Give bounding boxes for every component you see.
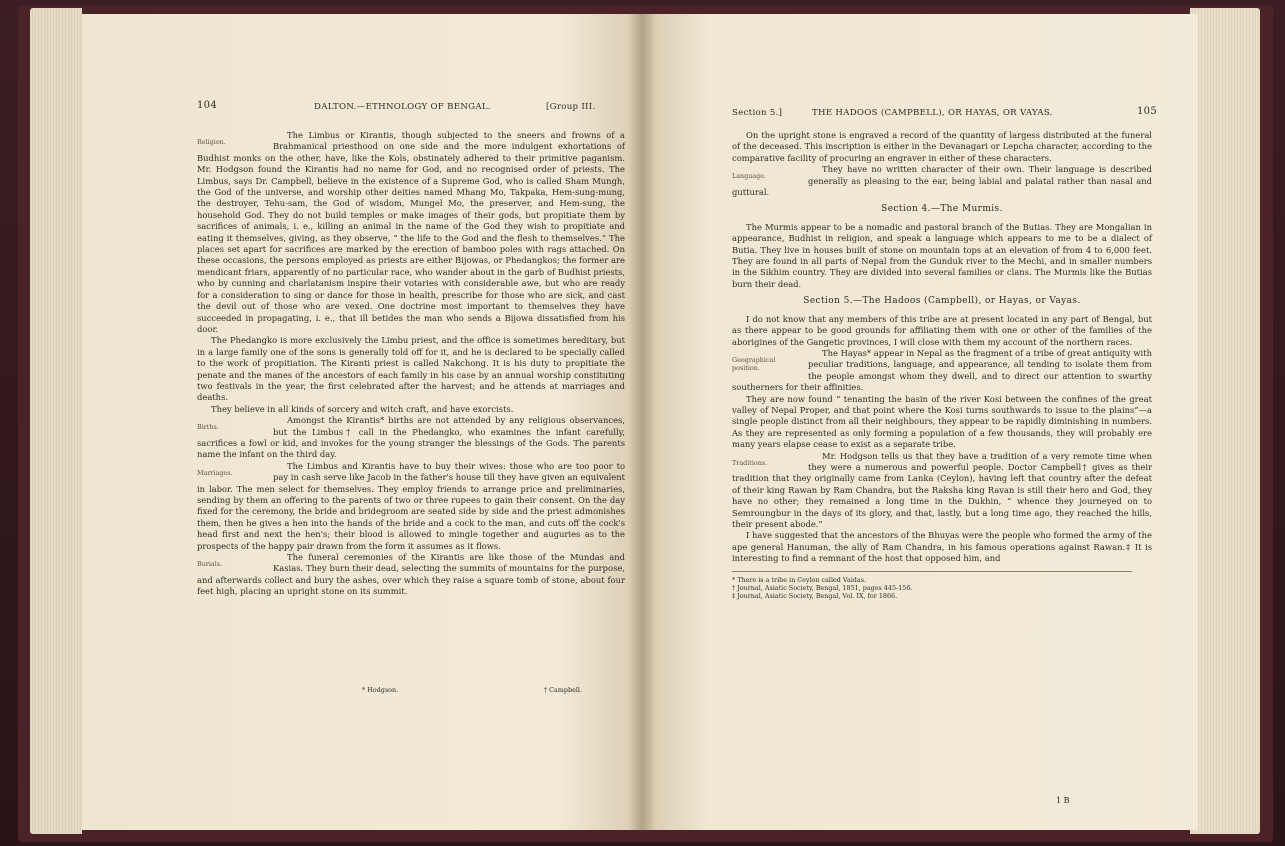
paragraph: Geographical position. The Hayas* appear in Nepal as the fragment of a tribe of great antiquity with peculiar traditions, language, and appearance, all tending to isolate them from the people amongst whom they dwell, and to direct our attention to swarthy southerners for their affinities. <box>732 347 1152 393</box>
right-page <box>642 14 1198 830</box>
signature-mark: 1 B <box>1056 796 1070 805</box>
sidenote: Language. <box>732 172 767 181</box>
section-heading: Section 5.—The Hadoos (Campbell), or Hayas, or Vayas. <box>803 296 1081 307</box>
left-body <box>197 130 625 598</box>
paragraph: Marriages. The Limbus and Kirantis have to buy their wives: those who are too poor to pay in cash serve like Jacob in the father's house till they have given an equivalent in labor. The men select for themselves. They employ friends to arrange price and preliminaries, sending by them an offering to the parents of two or three rupees to gain their consent. On the day fixed for the ceremony, the bride and bridegroom are seated side by side and the priest admonishes them, then he gives a hen into the hands of the bride and a cock to the man, and cuts off the cock's head first and next the hen's; their blood is allowed to mingle together and auguries as to the prospects of the happy pair drawn from the form it assumes as it flows. <box>197 460 625 551</box>
sidenote: Burials. <box>197 560 223 569</box>
paragraph: Language. They have no written character of their own. Their language is described generally as pleasing to the ear, being labial and palatal rather than nasal and guttural. <box>732 164 1152 198</box>
sidenote: Geographical position. <box>732 355 776 372</box>
left-page-number: 104 <box>197 100 217 111</box>
paragraph: They believe in all kinds of sorcery and witch craft, and have exorcists. <box>211 403 514 414</box>
paragraph: They are now found “ tenanting the basin of the river Kosi between the confines of the great valley of Nepal Proper, and that point where the Kosi turns southwards to issue to the plains”—a single people distinct from all their neighbours, they appear to be rapidly diminishing in numbers. As they are represented as only forming a population of a few thousands, they will probably ere many years elapse cease to exist as a separate tribe. <box>732 393 1152 450</box>
right-page-number: 105 <box>1137 106 1157 117</box>
paragraph: On the upright stone is engraved a record of the quantity of largess distributed at the funeral of the deceased. This inscription is either in the Devanagari or Lepcha character, according to the comparative facility of procuring an engraver in either of these characters. <box>732 130 1152 163</box>
left-running-head: DALTON.—ETHNOLOGY OF BENGAL. <box>314 102 491 112</box>
footnote: * Hodgson. <box>362 686 399 694</box>
footnote-rule <box>732 571 1132 572</box>
footnote: ‡ Journal, Asiatic Society, Bengal, Vol. IX, for 1866. <box>732 591 898 600</box>
left-group-label: [Group III. <box>546 102 596 112</box>
footnote: * There is a tribe in Ceylon called Vaidas. <box>732 575 867 584</box>
paragraph: I have suggested that the ancestors of the Bhuyas were the people who formed the army of the ape general Hanuman, the ally of Ram Chandra, in his famous operations against Rawan.‡ It is interesting to find a remnant of the host that opposed him, and <box>732 530 1152 564</box>
sidenote: Marriages. <box>197 468 233 477</box>
paragraph: Burials. The funeral ceremonies of the Kirantis are like those of the Mundas and Kasias. They burn their dead, selecting the summits of mountains for the purpose, and afterwards collect and bury the ashes, over which they raise a square tomb of stone, about four feet high, placing an upright stone on its summit. <box>197 552 625 597</box>
paragraph: Births. Amongst the Kirantis* births are not attended by any religious observances, but the Limbus† call in the Phedangko, who examines the infant carefully, sacrifices a fowl or kid, and invokes for the young stranger the blessings of the Gods. The parents name the infant on the third day. <box>197 415 625 460</box>
page-edges-right <box>1190 8 1260 834</box>
paragraph: The Murmis appear to be a nomadic and pastoral branch of the Butias. They are Mongalian in appearance, Budhist in religion, and speak a language which appears to me to be a dialect of Butia. They live in houses built of stone on mountain tops at an elevation of from 4 to 6,000 feet. They are found in all parts of Nepal from the Gunduk river to the Mechi, and in smaller numbers in the Sikhim country. They are divided into several families or clans. The Murmis like the Butias burn their dead. <box>732 221 1152 289</box>
right-body <box>732 130 1152 600</box>
paragraph: I do not know that any members of this tribe are at present located in any part of Bengal, but as there appear to be good grounds for affiliating them with one or other of the families of the aborigines of the Gangetic provinces, I will close with them my account of the northern races. <box>732 313 1152 347</box>
paragraph: Religion. The Limbus or Kirantis, though subjected to the sneers and frowns of a Brahmanical priesthood on one side and the more indulgent exhortations of Budhist monks on the other, have, like the Kols, obstinately adhered to their primitive paganism. Mr. Hodgson found the Kirantis had no name for God, and no recognised order of priests. The Limbus, says Dr. Campbell, believe in the existence of a Supreme God, who is called Sham Mungh, the God of the universe, and worship other deities named Mhang Mo, Takpaka, Hem-sung-mung, the destroyer, Tehu-sam, the God of wisdom, Mungel Mo, the preserver, and Hem-sung, the household God. They do not build temples or make images of their gods, but propitiate them by sacrifices of animals, i. e., killing an animal in the name of the God they wish to propitiate and eating it themselves, giving, as they observe, “ the life to the God and the flesh to themselves.” The places set apart for sacrifices are marked by the erection of bamboo poles with rags attached. On these occasions, the persons employed as priests are either Bijowas, or Phedangkos; the former are mendicant friars, apparently of no particular race, who wander about in the garb of Budhist priests, who by cunning and charlatanism inspire their votaries with considerable awe, but who are ready for a consideration to sing or dance for those in health, prescribe for those who are sick, and cast the devil out of those who are vexed. One doctrine most important to themselves they have succeeded in propagating, i. e., that ill betides the man who sends a Bijowa dissatisfied from his door. <box>197 130 625 334</box>
sidenote: Traditions. <box>732 458 768 467</box>
sidenote: Births. <box>197 423 219 432</box>
left-footnotes <box>362 686 582 694</box>
right-section-label: Section 5.] <box>732 108 783 118</box>
right-running-head: THE HADOOS (CAMPBELL), OR HAYAS, OR VAYAS. <box>812 108 1053 118</box>
section-heading: Section 4.—The Murmis. <box>881 204 1003 215</box>
footnote: † Campbell. <box>543 686 582 694</box>
left-page <box>82 14 642 830</box>
sidenote: Religion. <box>197 138 226 146</box>
book-gutter <box>628 14 656 830</box>
paragraph: The Phedangko is more exclusively the Limbu priest, and the office is sometimes hereditary, but in a large family one of the sons is generally told off for it, and he is declared to be specially called to the work of propitiation. The Kiranti priest is called Nakchong. It is his duty to propitiate the penate and the manes of the ancestors of each family in his case by an annual worship constituting two festivals in the year, the first celebrated after the harvest; and he attends at marriages and deaths. <box>197 335 625 403</box>
paragraph: Traditions. Mr. Hodgson tells us that they have a tradition of a very remote time when they were a numerous and powerful people. Doctor Campbell† gives as their tradition that they originally came from Lanka (Ceylon), having left that country after the defeat of their king Rawan by Ram Chandra, but the Raksha king Ravan is still their hero and God, they have no other; they remained a long time in the Dukhin, “ whence they journeyed on to Semroungbur in the days of its glory, and that, lastly, but a long time ago, they reached the hills, their present abode.” <box>732 450 1152 529</box>
footnote: † Journal, Asiatic Society, Bengal, 1851, pages 445-156. <box>732 583 913 592</box>
page-edges-left <box>30 8 82 834</box>
